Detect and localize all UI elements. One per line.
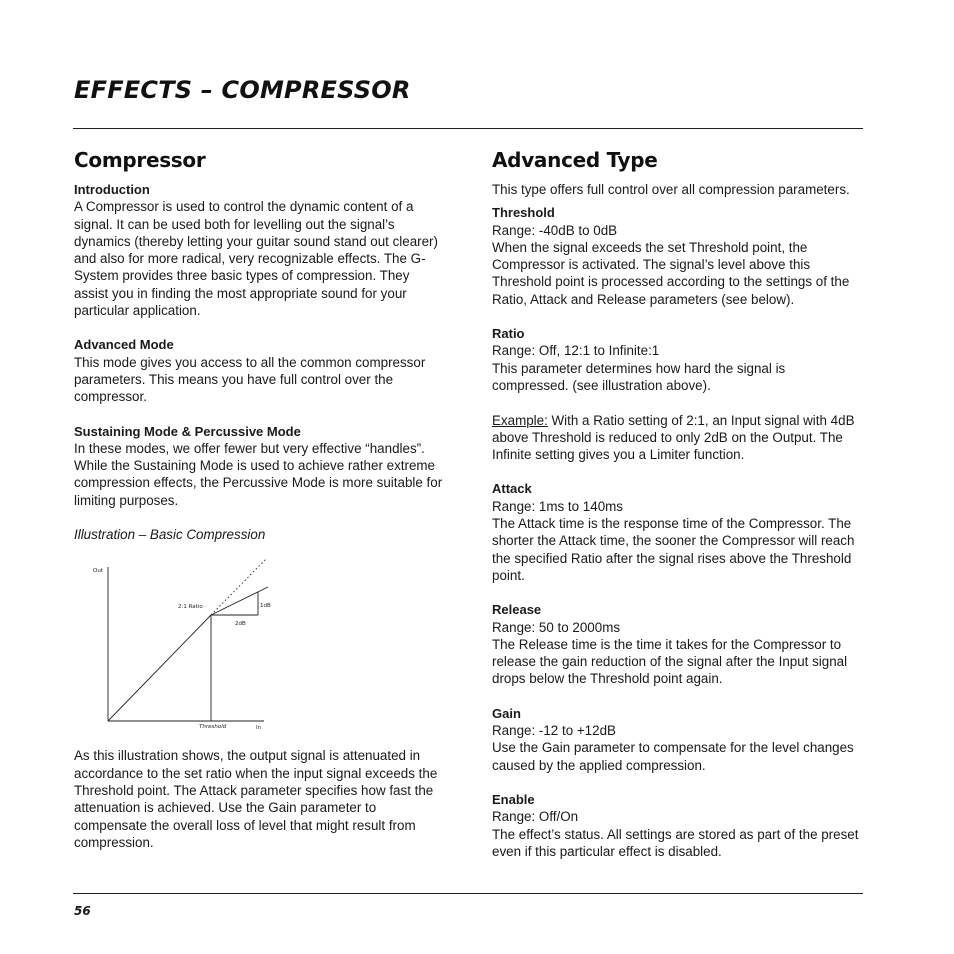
threshold-section bbox=[492, 204, 864, 308]
ratio-body: This parameter determines how hard the signal is compressed. (see illustration above). bbox=[492, 360, 786, 393]
page-number: 56 bbox=[74, 904, 91, 918]
gain-range: Range: -12 to +12dB bbox=[492, 723, 616, 739]
advanced-mode-title: Advanced Mode bbox=[74, 337, 174, 353]
sustaining-mode-title: Sustaining Mode & Percussive Mode bbox=[74, 423, 301, 439]
attack-section bbox=[492, 480, 864, 584]
compressor-heading: Compressor bbox=[74, 148, 206, 172]
diagram-label-out: Out bbox=[93, 568, 103, 575]
left-column bbox=[74, 146, 444, 868]
ratio-example-gap bbox=[492, 394, 864, 411]
example-body: With a Ratio setting of 2:1, an Input signal with 4dB above Threshold is reduced to only 2dB on the Output. The Infinite setting gives you a Limiter function. bbox=[492, 412, 855, 463]
threshold-body: When the signal exceeds the set Threshold point, the Compressor is activated. The signal’s level above this Threshold point is processed according to the settings of the Ratio, Attack and Release parameters (see below). bbox=[492, 239, 850, 307]
diagram-label-ratio: 2:1 Ratio bbox=[178, 604, 203, 611]
ratio-range: Range: Off, 12:1 to Infinite:1 bbox=[492, 343, 660, 359]
enable-range: Range: Off/On bbox=[492, 809, 579, 825]
advanced-mode-body: This mode gives you access to all the common compressor parameters. This means you have full control over the compressor. bbox=[74, 354, 426, 405]
advanced-type-intro-section bbox=[492, 181, 864, 198]
diagram-label-threshold: Threshold bbox=[199, 724, 227, 731]
page-title: EFFECTS – COMPRESSOR bbox=[74, 76, 411, 104]
diagram-label-2db: 2dB bbox=[235, 621, 246, 628]
threshold-range: Range: -40dB to 0dB bbox=[492, 222, 618, 238]
top-divider bbox=[73, 128, 863, 129]
compression-diagram bbox=[74, 549, 294, 739]
illustration-explanation bbox=[74, 747, 444, 851]
threshold-title: Threshold bbox=[492, 205, 555, 221]
diagram-unity-line bbox=[108, 615, 211, 721]
illustration-caption: Illustration – Basic Compression bbox=[74, 527, 266, 543]
gain-section bbox=[492, 705, 864, 774]
introduction-title: Introduction bbox=[74, 182, 150, 197]
advanced-type-heading: Advanced Type bbox=[492, 148, 658, 172]
release-body: The Release time is the time it takes for the Compressor to release the gain reduction of the signal after the Input signal drops below the Threshold point again. bbox=[492, 636, 848, 687]
ratio-title: Ratio bbox=[492, 326, 525, 342]
gain-title: Gain bbox=[492, 705, 521, 721]
introduction-body: A Compressor is used to control the dynamic content of a signal. It can be used both for levelling out the signal’s dynamics (thereby letting your guitar sound stand out clearer) and also for more radical, very recognizable effects. The G-System provides three basic types of compression. They assist you in finding the most appropriate sound for your particular application. bbox=[74, 199, 438, 319]
diagram-compressed-line bbox=[211, 587, 268, 615]
advanced-type-intro: This type offers full control over all compression parameters. bbox=[492, 182, 850, 197]
release-section bbox=[492, 601, 864, 687]
release-range: Range: 50 to 2000ms bbox=[492, 619, 621, 635]
ratio-example bbox=[492, 412, 864, 464]
ratio-section bbox=[492, 325, 864, 463]
sustaining-mode-body: In these modes, we offer fewer but very effective “handles”. While the Sustaining Mode is used to achieve rather extreme compression effects, the Percussive Mode is more suitable for limiting purposes. bbox=[74, 440, 443, 508]
attack-title: Attack bbox=[492, 481, 532, 497]
enable-title: Enable bbox=[492, 791, 535, 807]
sustaining-mode-section bbox=[74, 423, 444, 509]
example-label: Example: bbox=[492, 412, 548, 428]
attack-body: The Attack time is the response time of the Compressor. The shorter the Attack time, the sooner the Compressor will reach the specified Ratio after the signal rises above the Threshold point. bbox=[492, 516, 855, 583]
right-column bbox=[492, 146, 864, 877]
bottom-divider bbox=[73, 893, 863, 894]
enable-section bbox=[492, 791, 864, 860]
attack-range: Range: 1ms to 140ms bbox=[492, 498, 623, 514]
advanced-mode-section bbox=[74, 336, 444, 405]
release-title: Release bbox=[492, 602, 542, 618]
introduction-section bbox=[74, 181, 444, 319]
diagram-label-1db: 1dB bbox=[260, 603, 271, 610]
enable-body: The effect’s status. All settings are stored as part of the preset even if this particular effect is disabled. bbox=[492, 826, 859, 859]
illustration-explanation-body: As this illustration shows, the output signal is attenuated in accordance to the set ratio when the input signal exceeds the Threshold point. The Attack parameter specifies how fast the attenuation is achieved. Use the Gain parameter to compensate the overall loss of level that might result from compression. bbox=[74, 748, 438, 850]
diagram-label-in: In bbox=[256, 725, 262, 732]
gain-body: Use the Gain parameter to compensate for the level changes caused by the applied compression. bbox=[492, 740, 854, 773]
